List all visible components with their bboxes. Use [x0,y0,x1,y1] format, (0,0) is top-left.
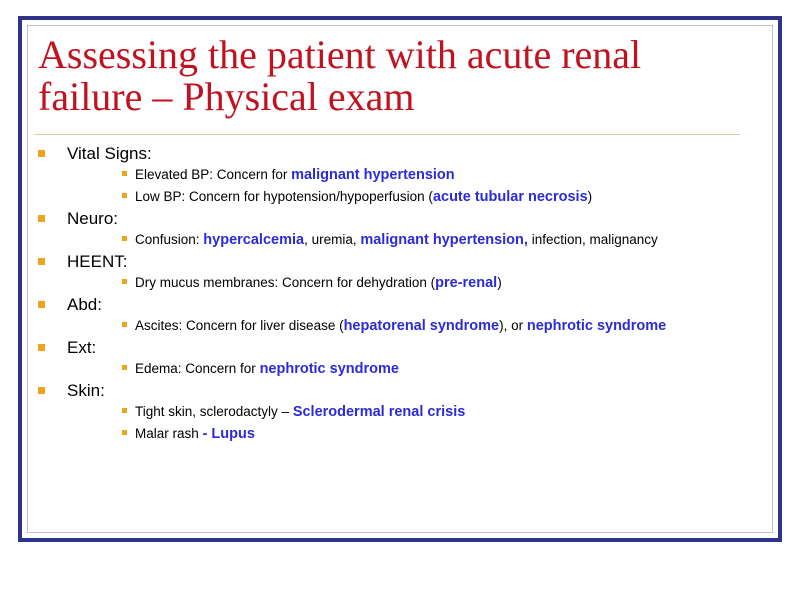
finding-item [38,401,758,423]
finding-item [38,315,758,337]
finding-text: Edema: Concern for [135,361,260,376]
finding-text: Low BP: Concern for hypotension/hypoperfusion ( [135,189,433,204]
section-heading [38,294,758,315]
highlighted-term: hypercalcemia [203,232,305,248]
finding-item [38,423,758,445]
highlighted-term: malignant hypertension [291,167,455,183]
highlighted-term: malignant hypertension, [360,232,528,248]
square-bullet-icon [38,344,45,351]
title-divider [34,134,740,135]
finding-text: Tight skin, sclerodactyly – [135,404,293,419]
highlighted-term: acute tubular necrosis [432,189,588,205]
slide-title-line-1: Assessing the patient with acute renal [38,32,642,77]
square-bullet-icon [122,193,127,198]
section-heading-text: Abd: [67,295,102,314]
square-bullet-icon [122,236,127,241]
finding-text: Malar rash [135,426,203,441]
finding-text: , uremia, [304,232,361,247]
section-heading-text: Neuro: [67,209,119,228]
highlighted-term: - Lupus [202,426,255,442]
highlighted-term: nephrotic syndrome [259,361,399,377]
square-bullet-icon [122,408,127,413]
finding-text: infection, malignancy [527,232,658,247]
highlighted-term: pre-renal [435,275,498,291]
square-bullet-icon [122,322,127,327]
finding-text: Ascites: Concern for liver disease ( [135,318,344,333]
square-bullet-icon [122,279,127,284]
square-bullet-icon [38,150,45,157]
square-bullet-icon [38,301,45,308]
square-bullet-icon [38,387,45,394]
square-bullet-icon [38,215,45,222]
section-heading [38,380,758,401]
section-heading-text: Skin: [67,381,105,400]
finding-item [38,272,758,294]
square-bullet-icon [122,171,127,176]
slide-title-line-2: failure – Physical exam [38,74,415,119]
section-heading [38,251,758,272]
section-heading [38,143,758,164]
slide-title [38,34,738,118]
highlighted-term: Sclerodermal renal crisis [292,404,466,420]
section-heading-text: HEENT: [67,252,128,271]
finding-text: ), or [499,318,527,333]
finding-text: ) [497,275,502,290]
finding-item [38,186,758,208]
finding-item [38,164,758,186]
square-bullet-icon [122,365,127,370]
finding-item [38,229,758,251]
finding-item [38,358,758,380]
highlighted-term: hepatorenal syndrome [343,318,500,334]
section-heading [38,208,758,229]
highlighted-term: nephrotic syndrome [526,318,667,334]
finding-text: Dry mucus membranes: Concern for dehydration ( [135,275,436,290]
section-heading [38,337,758,358]
finding-text: Elevated BP: Concern for [135,167,292,182]
section-heading-text: Vital Signs: [67,144,152,163]
finding-text: Confusion: [135,232,204,247]
section-heading-text: Ext: [67,338,97,357]
square-bullet-icon [122,430,127,435]
finding-text: ) [587,189,593,204]
square-bullet-icon [38,258,45,265]
bullet-list [38,143,758,445]
